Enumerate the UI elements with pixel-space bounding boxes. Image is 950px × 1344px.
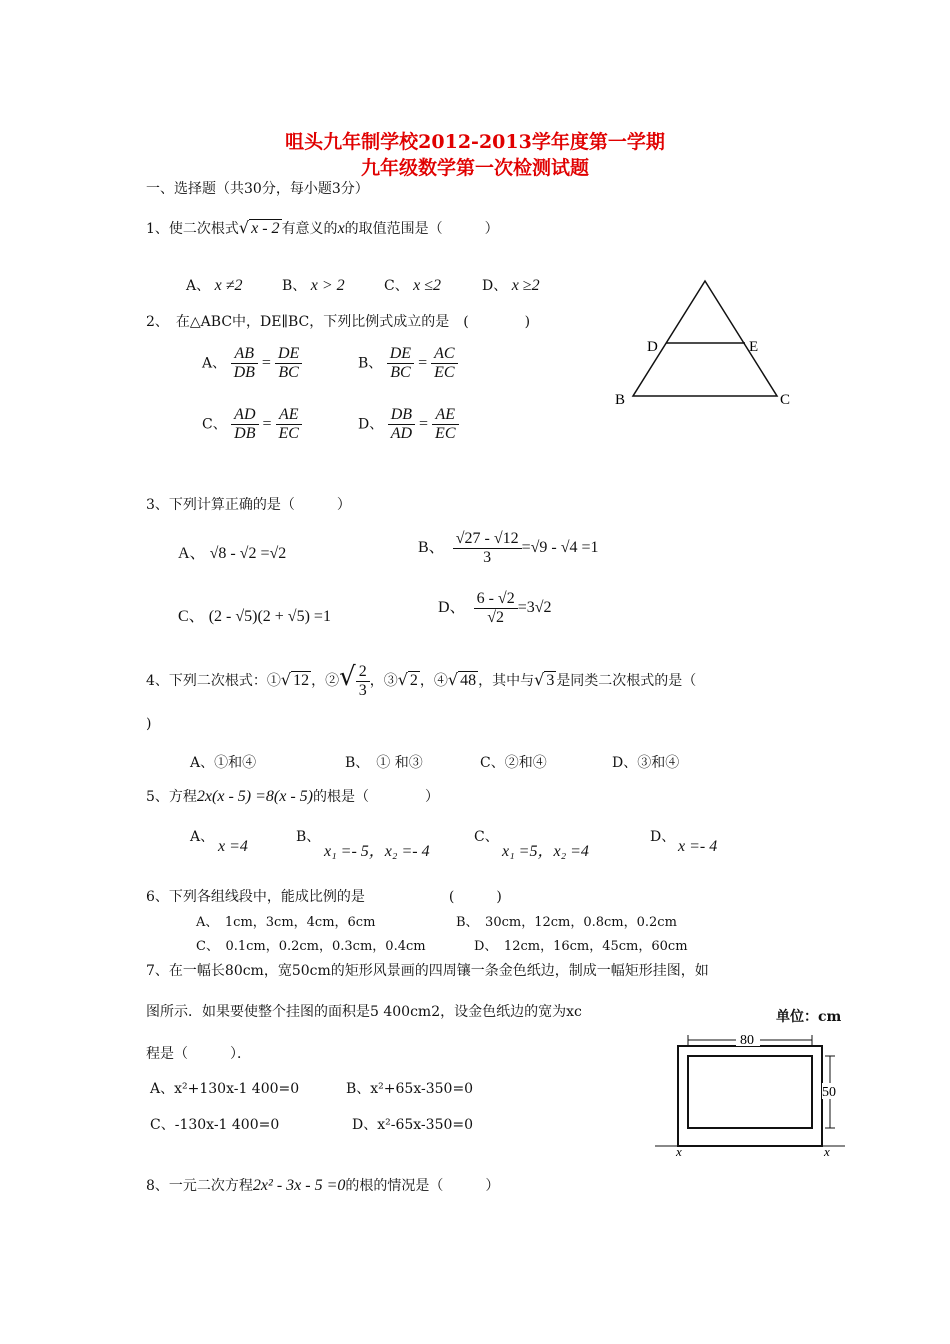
question-7-line1: 7、在一幅长80cm，宽50cm的矩形风景画的四周镶一条金色纸边，制成一幅矩形挂图，如 <box>146 963 709 979</box>
q7-option-c[interactable]: C、-130x-1 400=0 <box>150 1117 280 1133</box>
section-heading: 一、选择题（共30分，每小题3分） <box>146 181 369 197</box>
question-8: 8、一元二次方程2x² - 3x - 5 =0的根的情况是（ ） <box>146 1177 500 1194</box>
q4-close-paren: ) <box>146 716 152 732</box>
q5-option-a[interactable]: x =4 <box>218 838 248 855</box>
q1-radicand: x - 2 <box>251 220 280 237</box>
label-c: C <box>780 392 791 408</box>
triangle-figure <box>605 275 805 415</box>
height-label: 50 <box>822 1085 836 1100</box>
q5-option-c-label: C、 <box>474 829 499 845</box>
exam-title-line2: 九年级数学第一次检测试题 <box>360 157 589 179</box>
q6-option-d[interactable]: D、 12cm，16cm，45cm，60cm <box>474 939 688 954</box>
q3-option-a[interactable]: A、 √8 - √2 =√2 <box>178 545 287 562</box>
question-7-line2: 图所示．如果要使整个挂图的面积是5 400cm2，设金色纸边的宽为xc <box>146 1004 582 1020</box>
border-x-label-left: x <box>676 1144 682 1158</box>
q5-option-d[interactable]: x =- 4 <box>678 838 718 855</box>
q7-option-a[interactable]: A、x²+130x-1 400=0 <box>150 1081 300 1097</box>
question-4: 4、下列二次根式：①√ 12 ，②√ $\frac{2}{3}$ ，③√ 2 ，④√ 48 ，其中与√ 3 是同类二次根式的是（ <box>146 662 697 699</box>
q4-option-b[interactable]: B、 ① 和③ <box>345 755 423 771</box>
q1-suffix: 的取值范围是（ ） <box>344 221 499 237</box>
q1-option-c[interactable]: C、 x ≤2 <box>384 277 442 294</box>
inner-picture <box>688 1056 812 1128</box>
q4-option-a[interactable]: A、①和④ <box>190 755 257 771</box>
q5-option-c[interactable]: x₁ =5，x₂ =4 <box>502 843 589 860</box>
outer-frame <box>678 1046 822 1146</box>
question-3: 3、下列计算正确的是（ ） <box>146 497 351 513</box>
q2-option-a[interactable]: A、 $\frac{AB}{DB}$ = $\frac{DE}{BC}$ <box>202 345 302 382</box>
label-d: D <box>647 339 658 355</box>
question-6: 6、下列各组线段中，能成比例的是 ( ) <box>146 889 502 905</box>
question-1: 1、使二次根式√ x - 2 有意义的x的取值范围是（ ） <box>146 218 499 237</box>
question-2: 2、 在△ABC中，DE∥BC，下列比例式成立的是 ( ) <box>146 314 531 330</box>
frame-figure <box>650 1028 850 1158</box>
label-b: B <box>615 392 626 408</box>
q5-equation: 2x(x - 5) =8(x - 5) <box>196 788 313 805</box>
q7-option-d[interactable]: D、x²-65x-350=0 <box>352 1117 474 1133</box>
q4-option-d[interactable]: D、③和④ <box>612 755 680 771</box>
q1-prefix: 1、使二次根式 <box>146 221 239 237</box>
q5-option-b-label: B、 <box>296 829 321 845</box>
q6-option-b[interactable]: B、 30cm，12cm，0.8cm，0.2cm <box>456 915 677 930</box>
q1-mid: 有意义的 <box>281 221 338 237</box>
unit-label: 单位：cm <box>776 1009 842 1025</box>
q6-option-a[interactable]: A、 1cm，3cm，4cm，6cm <box>196 915 376 930</box>
q1-var: x <box>337 220 345 237</box>
q5-option-a-label: A、 <box>190 829 215 845</box>
width-label: 80 <box>740 1033 754 1048</box>
q8-equation: 2x² - 3x - 5 =0 <box>252 1177 346 1194</box>
label-e: E <box>749 339 759 355</box>
exam-title-line1: 咀头九年制学校2012-2013学年度第一学期 <box>285 131 665 153</box>
q3-option-b[interactable]: B、 $\frac{√27 - √12}{3}$ =√9 - √4 =1 <box>418 530 599 566</box>
q6-option-c[interactable]: C、 0.1cm，0.2cm，0.3cm，0.4cm <box>196 939 426 954</box>
q1-option-a[interactable]: A、 x ≠2 <box>186 277 243 294</box>
question-7-line3: 程是（ ）． <box>146 1046 251 1062</box>
question-5: 5、方程2x(x - 5) =8(x - 5)的根是（ ） <box>146 788 439 805</box>
q5-option-d-label: D、 <box>650 829 676 845</box>
border-x-label-right: x <box>824 1144 830 1158</box>
q1-option-d[interactable]: D、 x ≥2 <box>482 277 540 294</box>
q7-option-b[interactable]: B、x²+65x-350=0 <box>346 1081 474 1097</box>
q2-option-d[interactable]: D、 $\frac{DB}{AD}$ = $\frac{AE}{EC}$ <box>358 406 459 443</box>
q3-option-d[interactable]: D、 $\frac{6 - √2}{√2}$ =3√2 <box>438 590 552 626</box>
q3-option-c[interactable]: C、 (2 - √5)(2 + √5) =1 <box>178 608 331 625</box>
q2-option-b[interactable]: B、 $\frac{DE}{BC}$ = $\frac{AC}{EC}$ <box>358 345 458 382</box>
q2-option-c[interactable]: C、 $\frac{AD}{DB}$ = $\frac{AE}{EC}$ <box>202 406 302 443</box>
q1-option-b[interactable]: B、 x > 2 <box>282 277 345 294</box>
q5-option-b[interactable]: x₁ =- 5，x₂ =- 4 <box>324 843 430 860</box>
q4-option-c[interactable]: C、②和④ <box>480 755 547 771</box>
